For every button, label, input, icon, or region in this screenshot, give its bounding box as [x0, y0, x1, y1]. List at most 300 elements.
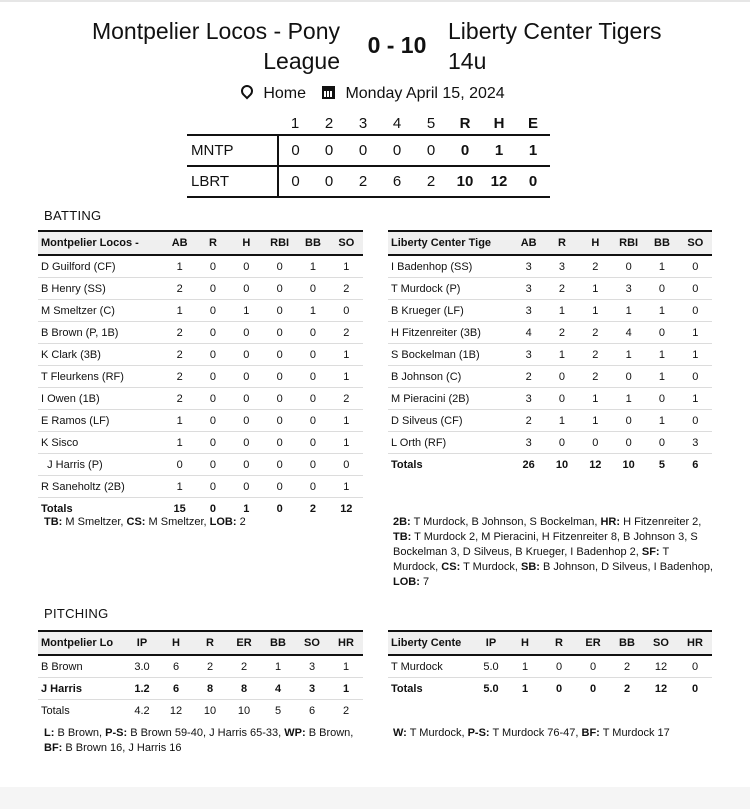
batting-header [388, 231, 712, 255]
stat-cell: 4.2 [134, 704, 150, 717]
stat-cell: 0 [579, 432, 612, 454]
stat-cell: 0 [263, 432, 296, 454]
linescore-row-away [187, 135, 550, 166]
stat-cell: 1 [579, 410, 612, 432]
bottom-bar [0, 787, 750, 809]
stat-cell: 0 [679, 366, 712, 388]
col-bb: BB [261, 631, 295, 655]
stat-cell: 6 [159, 655, 193, 678]
player-name: R Saneholtz (2B) [38, 476, 163, 498]
player-name: E Ramos (LF) [38, 410, 163, 432]
home-batting-body [388, 255, 712, 454]
stat-cell: 15 [173, 502, 186, 515]
stat-cell: 2 [610, 655, 644, 678]
inning-cell: 6 [380, 166, 414, 197]
note-label: P-S: [467, 727, 490, 739]
note-label: CS: [126, 516, 146, 528]
note-text: B Johnson, D Silveus, I Badenhop, [539, 561, 713, 573]
stat-cell: 0 [263, 454, 296, 476]
stat-cell: 1 [163, 255, 196, 278]
col-ip: IP [474, 631, 508, 655]
stat-cell: 0 [230, 255, 263, 278]
stat-cell: 0 [612, 410, 645, 432]
stat-cell: 8 [227, 678, 261, 700]
pitching-section-title: PITCHING [44, 606, 109, 621]
col-r: R [542, 631, 576, 655]
player-name: I Badenhop (SS) [388, 255, 512, 278]
away-batting-body [38, 255, 363, 498]
col-bb: BB [610, 631, 644, 655]
player-row [388, 300, 712, 322]
team-header: Montpelier Locos - [38, 231, 163, 255]
away-pitching-body [38, 655, 363, 700]
stat-cell: 1 [579, 300, 612, 322]
note-text: T Murdock, B Johnson, S Bockelman, [410, 516, 601, 528]
player-name: T Murdock [388, 655, 474, 678]
stat-cell: 0 [691, 682, 699, 695]
stat-cell: 2 [163, 388, 196, 410]
note-label: TB: [393, 531, 412, 543]
inning-header: 3 [358, 114, 368, 132]
stat-cell: 1.2 [125, 678, 159, 700]
player-name: B Brown (P, 1B) [38, 322, 163, 344]
stat-cell: 1 [545, 300, 578, 322]
linescore-team: LBRT [187, 166, 278, 197]
stat-cell: 10 [622, 458, 635, 471]
stat-cell: 0 [296, 388, 329, 410]
note-label: HR: [600, 516, 621, 528]
stat-cell: 3 [295, 678, 329, 700]
home-team-line2: 14u [448, 48, 487, 74]
stat-cell: 0 [230, 366, 263, 388]
inning-cell: 0 [312, 135, 346, 166]
stat-cell: 0 [645, 278, 678, 300]
player-row [38, 476, 363, 498]
player-name: B Henry (SS) [38, 278, 163, 300]
note-text: B Brown, [305, 727, 354, 739]
stat-cell: 1 [645, 255, 678, 278]
stat-cell: 3 [512, 344, 545, 366]
stat-cell: 2 [330, 278, 363, 300]
stat-cell: 3.0 [125, 655, 159, 678]
note-text: T Murdock 2, M Pieracini, H Fitzenreiter 8, B Johnson 3, S Bockelman 3, D Silveus, B Krueger, I Badenhop 2, [393, 531, 698, 558]
note-text: T Murdock, [460, 561, 521, 573]
home-team-line1: Liberty Center Tigers [448, 18, 662, 44]
player-row [38, 278, 363, 300]
stat-cell: 5 [274, 704, 282, 717]
team-header: Liberty Center Tige [388, 231, 512, 255]
stat-cell: 0 [542, 655, 576, 678]
player-row [38, 410, 363, 432]
stat-cell: 0 [576, 655, 610, 678]
stat-cell: 0 [296, 432, 329, 454]
game-meta [0, 85, 750, 103]
note-text: H Fitzenreiter 2, [620, 516, 702, 528]
stat-cell: 2 [545, 322, 578, 344]
date-text: Monday April 15, 2024 [345, 85, 505, 102]
inning-header: 1 [290, 114, 300, 132]
location [241, 85, 310, 102]
player-row [38, 388, 363, 410]
stat-cell: 1 [163, 300, 196, 322]
stat-cell: 0 [296, 410, 329, 432]
inning-header: 2 [324, 114, 334, 132]
stat-cell: 2 [342, 704, 350, 717]
stat-cell: 0 [263, 344, 296, 366]
stat-cell: 1 [330, 366, 363, 388]
stat-cell: 2 [193, 655, 227, 678]
stat-cell: 0 [263, 278, 296, 300]
stat-cell: 4 [612, 322, 645, 344]
note-label: LOB: [209, 516, 237, 528]
stat-cell: 0 [545, 366, 578, 388]
stat-cell: 12 [654, 682, 668, 695]
linescore-team: MNTP [187, 135, 278, 166]
stat-cell: 0 [209, 502, 217, 515]
stat-cell: 1 [545, 410, 578, 432]
stat-cell: 0 [196, 366, 229, 388]
home-pitching-table [388, 630, 712, 699]
stat-cell: 0 [263, 366, 296, 388]
stat-cell: 1 [521, 682, 529, 695]
calendar-icon [322, 86, 335, 99]
stat-cell: 6 [308, 704, 316, 717]
stat-cell: 0 [296, 366, 329, 388]
player-name: S Bockelman (1B) [388, 344, 512, 366]
stat-cell: 2 [309, 502, 317, 515]
stat-cell: 6 [692, 458, 699, 471]
inning-cell: 0 [346, 135, 380, 166]
col-r: R [196, 231, 229, 255]
stat-cell: 0 [196, 344, 229, 366]
note-text: M Smeltzer, [62, 516, 127, 528]
inning-header: 4 [392, 114, 402, 132]
stat-cell: 2 [163, 322, 196, 344]
col-er: ER [227, 631, 261, 655]
pitching-header [38, 631, 363, 655]
inning-cell: 0 [278, 135, 312, 166]
note-text: 7 [419, 576, 430, 588]
stat-cell: 4 [261, 678, 295, 700]
note-label: CS: [441, 561, 461, 573]
player-name: D Silveus (CF) [388, 410, 512, 432]
col-rbi: RBI [263, 231, 296, 255]
runs-header: R [459, 114, 471, 132]
col-h: H [508, 631, 542, 655]
stat-cell: 0 [196, 388, 229, 410]
totals-label: Totals [391, 682, 423, 695]
stat-cell: 0 [230, 344, 263, 366]
col-so: SO [679, 231, 712, 255]
stat-cell: 1 [679, 322, 712, 344]
stat-cell: 1 [163, 476, 196, 498]
stat-cell: 12 [589, 458, 602, 471]
player-name: T Fleurkens (RF) [38, 366, 163, 388]
stat-cell: 1 [230, 300, 263, 322]
player-name: B Brown [38, 655, 125, 678]
stat-cell: 12 [340, 502, 353, 515]
stat-cell: 0 [263, 388, 296, 410]
player-row [388, 432, 712, 454]
note-text: 2 [236, 516, 246, 528]
col-hr: HR [329, 631, 363, 655]
home-team-name [448, 16, 738, 76]
stat-cell: 5 [658, 458, 666, 471]
stat-cell: 0 [330, 300, 363, 322]
stat-cell: 5.0 [474, 655, 508, 678]
stat-cell: 2 [330, 388, 363, 410]
stat-cell: 0 [196, 432, 229, 454]
player-row [38, 432, 363, 454]
stat-cell: 1 [679, 388, 712, 410]
col-rbi: RBI [612, 231, 645, 255]
stat-cell: 1 [330, 410, 363, 432]
player-row [38, 655, 363, 678]
batting-section-title: BATTING [44, 208, 102, 223]
stat-cell: 5.0 [483, 682, 499, 695]
note-text: T Murdock 76-47, [489, 727, 582, 739]
away-team-name [40, 16, 340, 76]
stat-cell: 4 [512, 322, 545, 344]
stat-cell: 10 [555, 458, 569, 471]
stat-cell: 0 [196, 255, 229, 278]
away-batting-notes [44, 515, 364, 530]
stat-cell: 1 [679, 344, 712, 366]
stat-cell: 2 [512, 366, 545, 388]
stat-cell: 1 [645, 344, 678, 366]
stat-cell: 1 [612, 388, 645, 410]
pitching-header [388, 631, 712, 655]
stat-cell: 0 [545, 388, 578, 410]
player-name: B Krueger (LF) [388, 300, 512, 322]
stat-cell: 3 [679, 432, 712, 454]
player-row [388, 344, 712, 366]
stat-cell: 0 [612, 255, 645, 278]
stat-cell: 0 [196, 322, 229, 344]
inning-header: 5 [426, 114, 436, 132]
col-ip: IP [125, 631, 159, 655]
stat-cell: 0 [263, 322, 296, 344]
totals-label: Totals [391, 458, 423, 471]
player-name: H Fitzenreiter (3B) [388, 322, 512, 344]
player-row [38, 454, 363, 476]
player-row [388, 255, 712, 278]
col-r: R [545, 231, 578, 255]
col-ab: AB [512, 231, 545, 255]
stat-cell: 2 [579, 344, 612, 366]
col-so: SO [330, 231, 363, 255]
stat-cell: 2 [623, 682, 631, 695]
stat-cell: 2 [512, 410, 545, 432]
stat-cell: 0 [196, 454, 229, 476]
stat-cell: 1 [261, 655, 295, 678]
stat-cell: 0 [296, 476, 329, 498]
col-bb: BB [296, 231, 329, 255]
col-so: SO [295, 631, 329, 655]
home-batting-table [388, 230, 712, 475]
stat-cell: 0 [678, 655, 712, 678]
stat-cell: 3 [512, 255, 545, 278]
home-batting-notes [393, 515, 715, 590]
stat-cell: 0 [296, 454, 329, 476]
stat-cell: 0 [263, 300, 296, 322]
col-h: H [159, 631, 193, 655]
note-label: TB: [44, 516, 63, 528]
stat-cell: 12 [644, 655, 678, 678]
stat-cell: 0 [296, 322, 329, 344]
stat-cell: 0 [230, 432, 263, 454]
top-border [0, 0, 750, 2]
stat-cell: 1 [645, 410, 678, 432]
stat-cell: 1 [296, 300, 329, 322]
stat-cell: 2 [579, 366, 612, 388]
player-row [38, 300, 363, 322]
player-name: B Johnson (C) [388, 366, 512, 388]
hits-cell: 12 [482, 166, 516, 197]
stat-cell: 3 [612, 278, 645, 300]
stat-cell: 1 [330, 476, 363, 498]
stat-cell: 0 [196, 278, 229, 300]
inning-cell: 0 [414, 135, 448, 166]
stat-cell: 0 [263, 255, 296, 278]
stat-cell: 0 [230, 278, 263, 300]
stat-cell: 0 [230, 388, 263, 410]
player-row [388, 410, 712, 432]
home-pitching-body [388, 655, 712, 678]
note-label: LOB: [393, 576, 420, 588]
player-name: D Guilford (CF) [38, 255, 163, 278]
note-text: B Brown 59-40, J Harris 65-33, [127, 727, 285, 739]
hits-header: H [493, 114, 505, 132]
player-name: M Smeltzer (C) [38, 300, 163, 322]
stat-cell: 0 [545, 432, 578, 454]
errors-cell: 1 [516, 135, 550, 166]
player-name: J Harris [38, 678, 125, 700]
away-team-line1: Montpelier Locos - Pony [91, 18, 340, 44]
note-label: L: [44, 727, 55, 739]
team-header: Liberty Cente [388, 631, 474, 655]
col-ab: AB [163, 231, 196, 255]
note-label: SF: [641, 546, 660, 558]
col-er: ER [576, 631, 610, 655]
stat-cell: 0 [645, 388, 678, 410]
away-pitching-table [38, 630, 363, 721]
stat-cell: 1 [330, 432, 363, 454]
col-r: R [193, 631, 227, 655]
note-label: WP: [284, 727, 306, 739]
stat-cell: 0 [296, 344, 329, 366]
stat-cell: 0 [612, 366, 645, 388]
stat-cell: 0 [679, 410, 712, 432]
note-label: W: [393, 727, 407, 739]
note-label: 2B: [393, 516, 411, 528]
stat-cell: 0 [163, 454, 196, 476]
stat-cell: 3 [512, 300, 545, 322]
stat-cell: 2 [163, 344, 196, 366]
stat-cell: 3 [512, 278, 545, 300]
away-team-line2: League [263, 48, 340, 74]
stat-cell: 1 [163, 410, 196, 432]
stat-cell: 2 [545, 278, 578, 300]
stat-cell: 2 [163, 278, 196, 300]
player-row [38, 366, 363, 388]
player-name: I Owen (1B) [38, 388, 163, 410]
player-row [388, 278, 712, 300]
totals-row [38, 700, 363, 722]
col-h: H [230, 231, 263, 255]
stat-cell: 0 [679, 255, 712, 278]
player-row [38, 678, 363, 700]
note-label: BF: [44, 742, 63, 754]
col-bb: BB [645, 231, 678, 255]
note-text: T Murdock, [393, 546, 669, 573]
col-hr: HR [678, 631, 712, 655]
errors-cell: 0 [516, 166, 550, 197]
player-name: T Murdock (P) [388, 278, 512, 300]
inning-cell: 0 [312, 166, 346, 197]
stat-cell: 6 [159, 678, 193, 700]
player-row [388, 388, 712, 410]
player-row [388, 366, 712, 388]
inning-cell: 2 [346, 166, 380, 197]
col-h: H [579, 231, 612, 255]
stat-cell: 1 [612, 344, 645, 366]
player-row [388, 655, 712, 678]
stat-cell: 2 [227, 655, 261, 678]
linescore-row-home [187, 166, 550, 197]
stat-cell: 0 [230, 410, 263, 432]
stat-cell: 1 [296, 255, 329, 278]
stat-cell: 0 [230, 476, 263, 498]
stat-cell: 1 [243, 502, 250, 515]
stat-cell: 1 [330, 344, 363, 366]
stat-cell: 2 [163, 366, 196, 388]
stat-cell: 1 [645, 300, 678, 322]
player-name: M Pieracini (2B) [388, 388, 512, 410]
stat-cell: 0 [330, 454, 363, 476]
away-batting-table [38, 230, 363, 519]
player-name: L Orth (RF) [388, 432, 512, 454]
stat-cell: 10 [203, 704, 217, 717]
stat-cell: 8 [193, 678, 227, 700]
stat-cell: 0 [645, 322, 678, 344]
inning-cell: 2 [414, 166, 448, 197]
stat-cell: 0 [612, 432, 645, 454]
stat-cell: 2 [330, 322, 363, 344]
player-row [388, 322, 712, 344]
note-text: B Brown, [54, 727, 106, 739]
stat-cell: 0 [263, 476, 296, 498]
stat-cell: 0 [296, 278, 329, 300]
note-text: B Brown 16, J Harris 16 [62, 742, 182, 754]
note-text: M Smeltzer, [145, 516, 210, 528]
stat-cell: 1 [645, 366, 678, 388]
player-row [38, 255, 363, 278]
stat-cell: 12 [169, 704, 183, 717]
stat-cell: 3 [295, 655, 329, 678]
stat-cell: 2 [579, 322, 612, 344]
stat-cell: 3 [512, 388, 545, 410]
player-name: K Sisco [38, 432, 163, 454]
stat-cell: 0 [679, 278, 712, 300]
player-row [38, 322, 363, 344]
away-pitching-notes [44, 726, 364, 756]
totals-label: Totals [41, 502, 73, 515]
totals-row [388, 454, 712, 476]
stat-cell: 1 [508, 655, 542, 678]
stat-cell: 1 [579, 388, 612, 410]
stat-cell: 1 [330, 255, 363, 278]
